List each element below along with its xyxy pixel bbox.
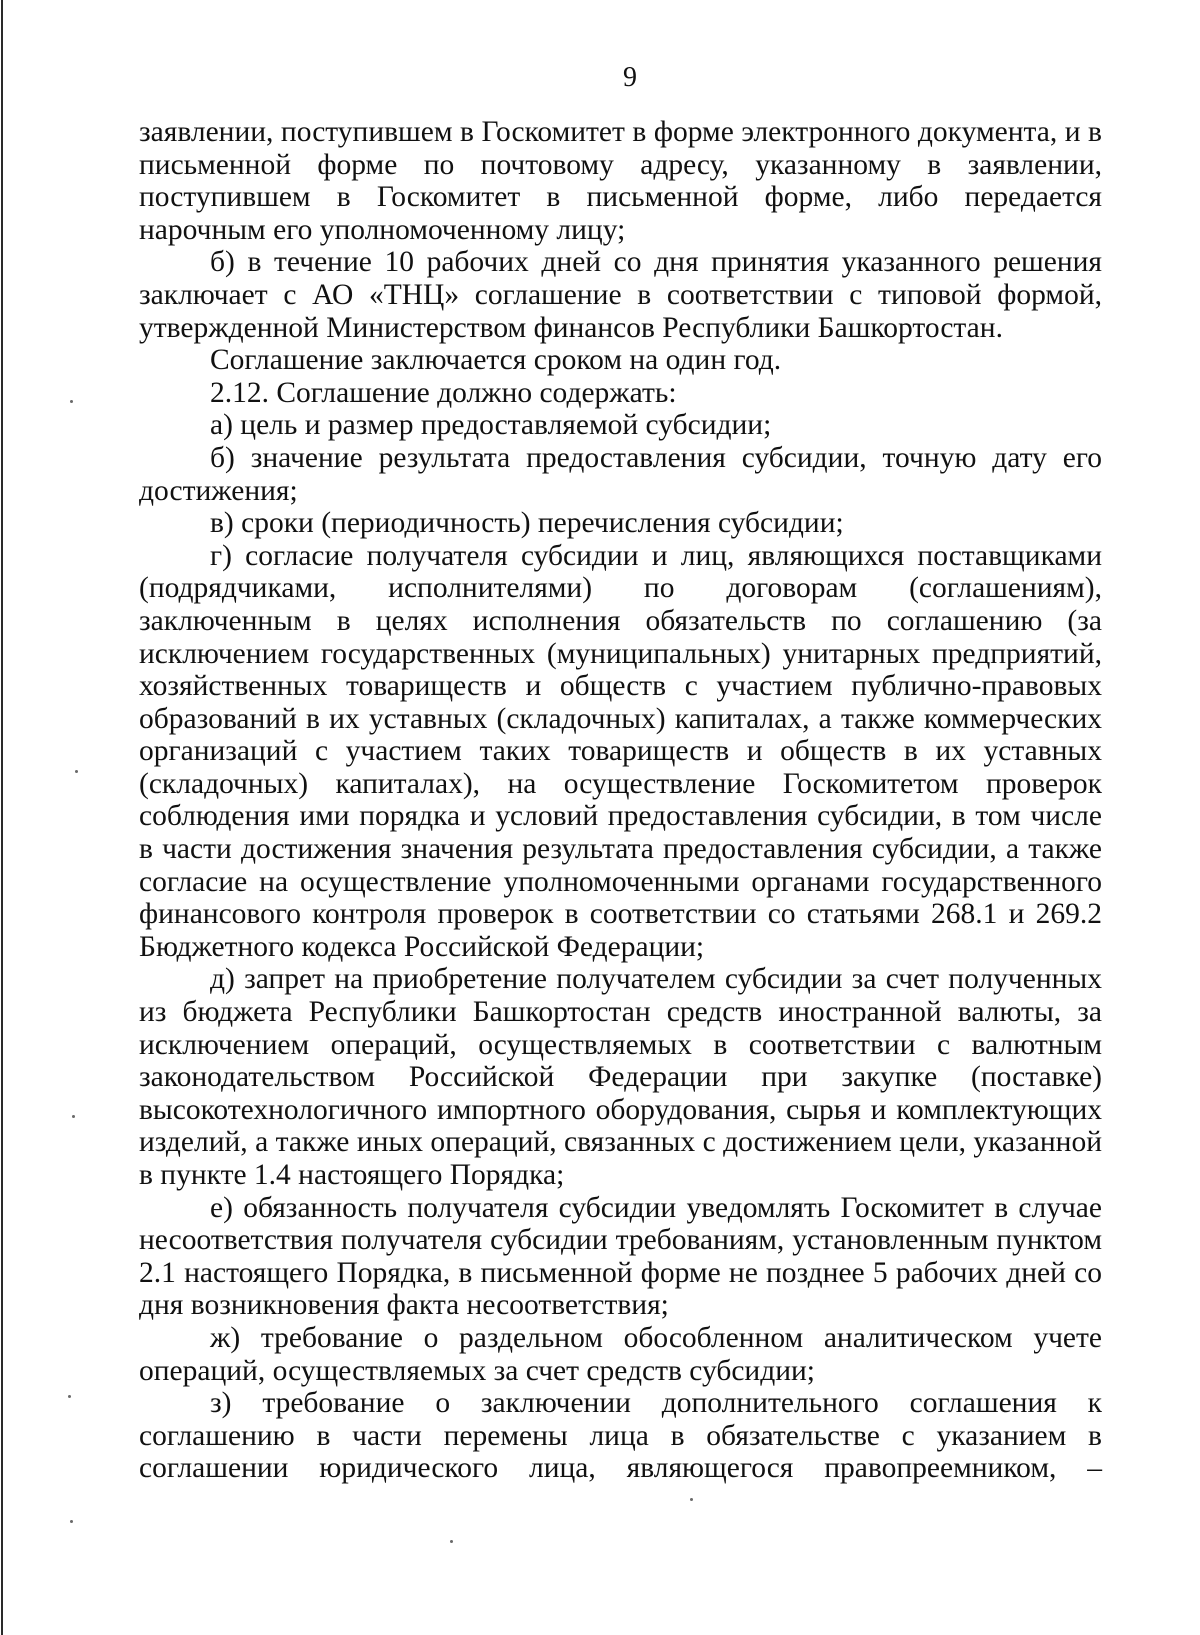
paragraph-item-e: е) обязанность получателя субсидии уведомлять Госкомитет в случае несоответствия получателя субсидии требованиям, установленным пунктом 2.1 настоящего Порядка, в письменной форме не позднее 5 рабочих дней со дня возникновения факта несоответствия;: [139, 1191, 1102, 1322]
scan-speck: [450, 1540, 453, 1543]
document-body: [139, 116, 1102, 1485]
paragraph-continuation: заявлении, поступившем в Госкомитет в форме электронного документа, и в письменной форме по почтовому адресу, указанному в заявлении, поступившем в Госкомитет в письменной форме, либо передается нарочным его уполномоченному лицу;: [139, 116, 1102, 246]
paragraph-agreement-term: Соглашение заключается сроком на один год.: [210, 344, 782, 377]
scan-speck: [75, 770, 78, 773]
paragraph-2-12-heading: 2.12. Соглашение должно содержать:: [210, 376, 677, 409]
paragraph-item-g: г) согласие получателя субсидии и лиц, являющихся поставщиками (подрядчиками, исполнителями) по договорам (соглашениям), заключенным в целях исполнения обязательств по соглашению (за исключением государственных (муниципальных) унитарных предприятий, хозяйственных товариществ и обществ с участием публично-правовых образований в их уставных (складочных) капиталах, а также коммерческих организаций с участием таких товариществ и обществ в их уставных (складочных) капиталах), на осуществление Госкомитетом проверок соблюдения ими порядка и условий предоставления субсидии, в том числе в части достижения значения результата предоставления субсидии, а также согласие на осуществление уполномоченными органами государственного финансового контроля проверок в соответствии со статьями 268.1 и 269.2 Бюджетного кодекса Российской Федерации;: [139, 539, 1102, 963]
scan-speck: [70, 400, 73, 403]
paragraph-item-a: а) цель и размер предоставляемой субсидии;: [210, 409, 772, 442]
paragraph-item-v: в) сроки (периодичность) перечисления субсидии;: [210, 507, 844, 540]
paragraph-item-d: д) запрет на приобретение получателем субсидии за счет полученных из бюджета Республики Башкортостан средств иностранной валюты, за исключением операций, осуществляемых в соответствии с валютным законодательством Российской Федерации при закупке (поставке) высокотехнологичного импортного оборудования, сырья и комплектующих изделий, а также иных операций, связанных с достижением цели, указанной в пункте 1.4 настоящего Порядка;: [139, 963, 1102, 1191]
scan-speck: [70, 1520, 73, 1523]
paragraph-item-b-agreement: б) в течение 10 рабочих дней со дня принятия указанного решения заключает с АО «ТНЦ» соглашение в соответствии с типовой формой, утвержденной Министерством финансов Республики Башкортостан.: [139, 246, 1102, 344]
scan-speck: [690, 1498, 693, 1501]
scan-speck: [68, 1395, 71, 1398]
paragraph-item-z: з) требование о заключении дополнительного соглашения к соглашению в части перемены лица в обязательстве с указанием в соглашении юридического лица, являющегося правопреемником, –: [139, 1387, 1102, 1485]
scan-edge-line: [1, 0, 3, 1635]
paragraph-item-zh: ж) требование о раздельном обособленном аналитическом учете операций, осуществляемых за счет средств субсидии;: [139, 1321, 1102, 1387]
paragraph-item-b: б) значение результата предоставления субсидии, точную дату его достижения;: [139, 441, 1102, 507]
page-number: 9: [623, 62, 637, 93]
scan-speck: [72, 1115, 75, 1118]
